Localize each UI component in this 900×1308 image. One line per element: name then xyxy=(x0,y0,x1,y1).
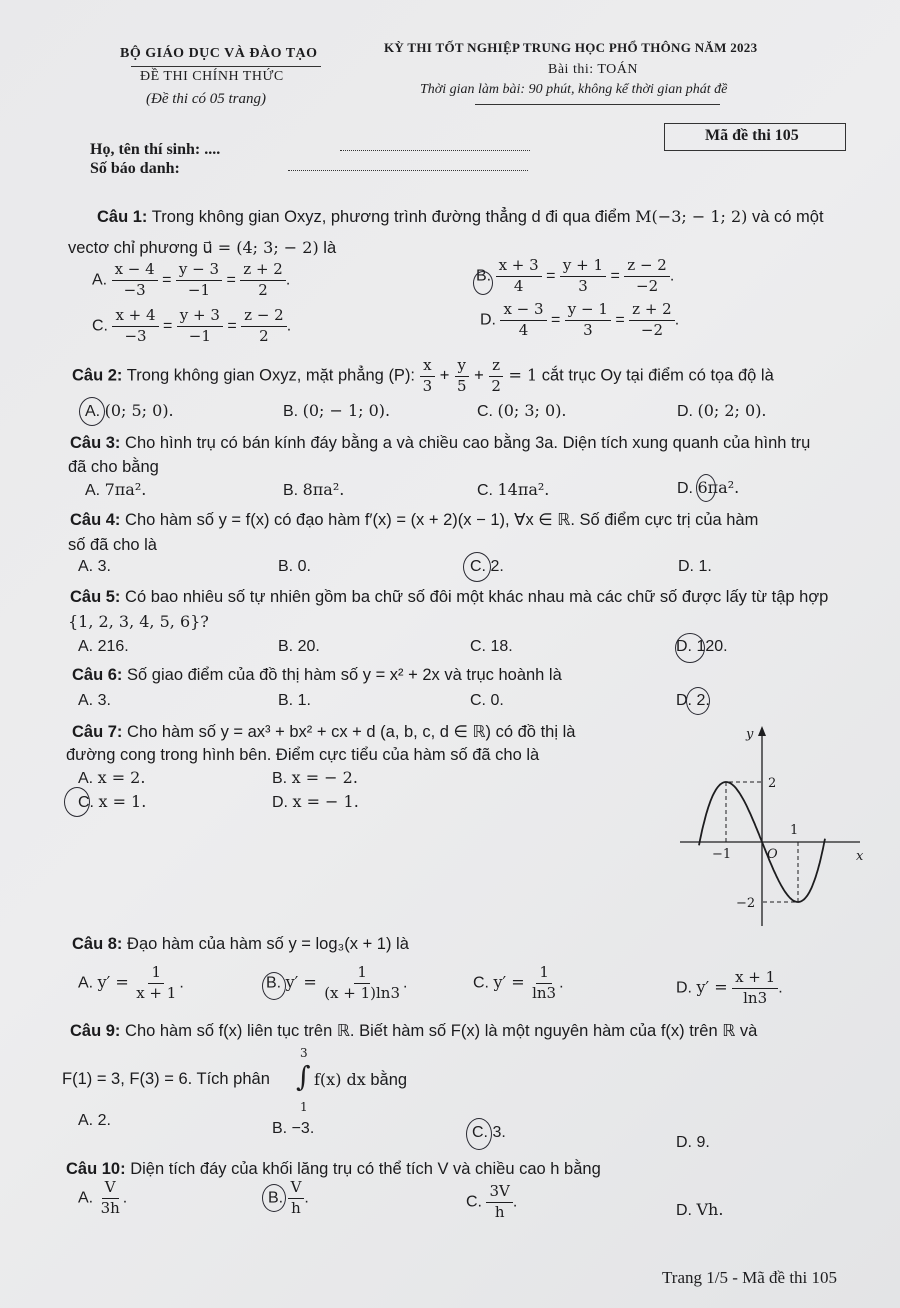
q7-answer-mark xyxy=(64,787,90,817)
q10-label: Câu 10: xyxy=(66,1160,126,1178)
q10-option-d[interactable]: D. Vh. xyxy=(676,1200,724,1219)
time-note: Thời gian làm bài: 90 phút, không kể thời gian phát đề xyxy=(420,82,728,97)
q10-stem: Câu 10: Diện tích đáy của khối lăng trụ có thể tích V và chiều cao h bằng xyxy=(66,1160,601,1178)
q1-label: Câu 1: xyxy=(97,208,148,226)
q1-stem-line1: Câu 1: Trong không gian Oxyz, phương trình đường thẳng d đi qua điểm M(−3; − 1; 2) và có một xyxy=(97,207,824,226)
guide-max xyxy=(726,782,762,842)
q8-label: Câu 8: xyxy=(72,935,123,953)
q3-stem-line1: Câu 3: Cho hình trụ có bán kính đáy bằng a và chiều cao bằng 3a. Diện tích xung quanh của hình trụ xyxy=(70,434,811,452)
tick-label-pos1: 1 xyxy=(790,823,799,838)
q6-option-c[interactable]: C. 0. xyxy=(470,692,504,709)
q5-option-d[interactable]: D. 120. xyxy=(676,638,728,655)
q2-option-d[interactable]: D. (0; 2; 0). xyxy=(677,401,767,420)
q2-stem: Câu 2: Trong không gian Oxyz, mặt phẳng (P): $\frac{x}{3}$ + $\frac{y}{5}$ + $\frac{z}{2}$ = 1 cắt trục Oy tại điểm có tọa độ là xyxy=(72,356,774,395)
q2-option-c[interactable]: C. (0; 3; 0). xyxy=(477,401,567,420)
q7-option-c[interactable]: C. x = 1. xyxy=(78,792,147,811)
q8-option-c[interactable]: C. y′ = $\frac{1}{\ln 3}$ . xyxy=(473,963,564,1002)
q3-option-a[interactable]: A. 7πa². xyxy=(85,480,147,499)
tick-label-neg1: −1 xyxy=(712,847,732,862)
integral-sign: ∫ xyxy=(296,1060,311,1093)
q9-option-a[interactable]: A. 2. xyxy=(78,1112,111,1129)
q8-option-b[interactable]: B. y′ = $\frac{1}{(x + 1)\ln 3}$ . xyxy=(266,963,408,1002)
exam-title: KỲ THI TỐT NGHIỆP TRUNG HỌC PHỔ THÔNG NĂM 2023 xyxy=(384,40,758,55)
q6-stem: Câu 6: Số giao điểm của đồ thị hàm số y = x² + 2x và trục hoành là xyxy=(72,666,562,684)
q9-label: Câu 9: xyxy=(70,1022,121,1040)
q10-option-c[interactable]: C. $\frac{3V}{h}$ . xyxy=(466,1182,518,1221)
q9-stem-line1: Câu 9: Cho hàm số f(x) liên tục trên ℝ. Biết hàm số F(x) là một nguyên hàm của f(x) trên ℝ và xyxy=(70,1022,758,1040)
q8-option-a[interactable]: A. y′ = $\frac{1}{x + 1}$ . xyxy=(78,963,184,1002)
q9-option-b[interactable]: B. −3. xyxy=(272,1120,315,1137)
q5-option-b[interactable]: B. 20. xyxy=(278,638,320,655)
x-axis-label: x xyxy=(856,849,864,864)
q2-answer-mark xyxy=(79,397,105,426)
tick-label-neg2: −2 xyxy=(736,896,756,911)
q2-option-b[interactable]: B. (0; − 1; 0). xyxy=(283,401,391,420)
q9-stem-line2: F(1) = 3, F(3) = 6. Tích phân xyxy=(62,1070,270,1088)
q3-option-d[interactable]: D. 6πa². xyxy=(677,478,740,497)
q8-answer-mark xyxy=(262,972,286,1000)
q7-stem-line2: đường cong trong hình bên. Điểm cực tiểu của hàm số đã cho là xyxy=(66,746,540,764)
q4-option-c[interactable]: C. 2. xyxy=(470,558,504,575)
q10-option-a[interactable]: A. $\frac{V}{3h}$ . xyxy=(78,1178,128,1217)
q1-option-c[interactable]: C. $\frac{x + 4}{-3}$ = $\frac{y + 3}{-1}$ = $\frac{z - 2}{2}$ . xyxy=(92,306,292,345)
q2-option-a[interactable]: A. (0; 5; 0). xyxy=(85,401,174,420)
q9-option-d[interactable]: D. 9. xyxy=(676,1134,710,1151)
q6-option-b[interactable]: B. 1. xyxy=(278,692,311,709)
q1-option-d[interactable]: D. $\frac{x - 3}{4}$ = $\frac{y - 1}{3}$ = $\frac{z + 2}{-2}$ . xyxy=(480,300,680,339)
origin-label: O xyxy=(767,847,778,862)
q4-stem-line2: số đã cho là xyxy=(68,536,157,554)
q4-option-b[interactable]: B. 0. xyxy=(278,558,311,575)
tick-label-pos2: 2 xyxy=(768,776,777,791)
official-label: ĐỀ THI CHÍNH THỨC xyxy=(140,69,284,84)
y-axis-label: y xyxy=(746,727,754,742)
q9-integrand: f(x) dx bằng xyxy=(314,1070,408,1089)
q1-answer-mark xyxy=(473,271,493,295)
q9-lower-limit: 1 xyxy=(300,1100,308,1114)
q10-option-b[interactable]: B. $\frac{V}{h}$ . xyxy=(268,1178,309,1217)
ministry-name: BỘ GIÁO DỤC VÀ ĐÀO TẠO xyxy=(120,46,318,61)
q5-option-c[interactable]: C. 18. xyxy=(470,638,513,655)
q7-stem-line1: Câu 7: Cho hàm số y = ax³ + bx² + cx + d (a, b, c, d ∈ ℝ) có đồ thị là xyxy=(72,723,576,741)
q5-stem-line1: Câu 5: Có bao nhiêu số tự nhiên gồm ba chữ số đôi một khác nhau mà các chữ số được lấy từ tập hợp xyxy=(70,588,829,606)
q2-label: Câu 2: xyxy=(72,366,123,385)
q3-label: Câu 3: xyxy=(70,434,121,452)
exam-code: Mã đề thi 105 xyxy=(705,127,799,144)
q10-answer-mark xyxy=(262,1184,286,1212)
q3-option-c[interactable]: C. 14πa². xyxy=(477,480,550,499)
candidate-name-label: Họ, tên thí sinh: .... xyxy=(90,141,221,158)
q3-option-b[interactable]: B. 8πa². xyxy=(283,480,345,499)
q9-option-c[interactable]: C. 3. xyxy=(472,1124,506,1141)
q4-option-d[interactable]: D. 1. xyxy=(678,558,712,575)
q6-option-a[interactable]: A. 3. xyxy=(78,692,111,709)
q5-stem-line2: {1, 2, 3, 4, 5, 6}? xyxy=(68,612,209,631)
q4-label: Câu 4: xyxy=(70,511,121,529)
q1-stem-line2: vectơ chỉ phương u⃗ = (4; 3; − 2) là xyxy=(68,238,337,257)
pages-note: (Đề thi có 05 trang) xyxy=(146,91,266,107)
page-footer: Trang 1/5 - Mã đề thi 105 xyxy=(662,1268,838,1287)
q3-answer-mark xyxy=(696,474,716,502)
q8-option-d[interactable]: D. y′ = $\frac{x + 1}{\ln 3}$ . xyxy=(676,968,783,1007)
q7-option-b[interactable]: B. x = − 2. xyxy=(272,768,358,787)
q7-label: Câu 7: xyxy=(72,723,123,741)
q9-upper-limit: 3 xyxy=(300,1046,308,1060)
q1-option-b[interactable]: B. $\frac{x + 3}{4}$ = $\frac{y + 1}{3}$ = $\frac{z - 2}{-2}$ . xyxy=(476,256,675,295)
q9-answer-mark xyxy=(466,1118,492,1150)
candidate-id-label: Số báo danh: xyxy=(90,160,180,177)
q6-answer-mark xyxy=(686,687,710,715)
q4-option-a[interactable]: A. 3. xyxy=(78,558,111,575)
q4-stem-line1: Câu 4: Cho hàm số y = f(x) có đạo hàm f′(x) = (x + 2)(x − 1), ∀x ∈ ℝ. Số điểm cực trị của hàm xyxy=(70,511,759,529)
q8-stem: Câu 8: Đạo hàm của hàm số y = log₃(x + 1) là xyxy=(72,935,409,953)
q7-cubic-graph xyxy=(670,722,870,932)
q6-option-d[interactable]: D. 2. xyxy=(676,692,710,709)
q5-option-a[interactable]: A. 216. xyxy=(78,638,129,655)
q5-label: Câu 5: xyxy=(70,588,121,606)
y-axis-arrow-icon xyxy=(758,726,766,736)
q4-answer-mark xyxy=(463,552,491,582)
q7-option-a[interactable]: A. x = 2. xyxy=(78,768,146,787)
q6-label: Câu 6: xyxy=(72,666,123,684)
q5-answer-mark xyxy=(675,633,705,663)
q3-stem-line2: đã cho bằng xyxy=(68,458,159,476)
q7-option-d[interactable]: D. x = − 1. xyxy=(272,792,359,811)
subject-label: Bài thi: TOÁN xyxy=(548,62,638,77)
q1-option-a[interactable]: A. $\frac{x - 4}{-3}$ = $\frac{y - 3}{-1}$ = $\frac{z + 2}{2}$ . xyxy=(92,260,291,299)
